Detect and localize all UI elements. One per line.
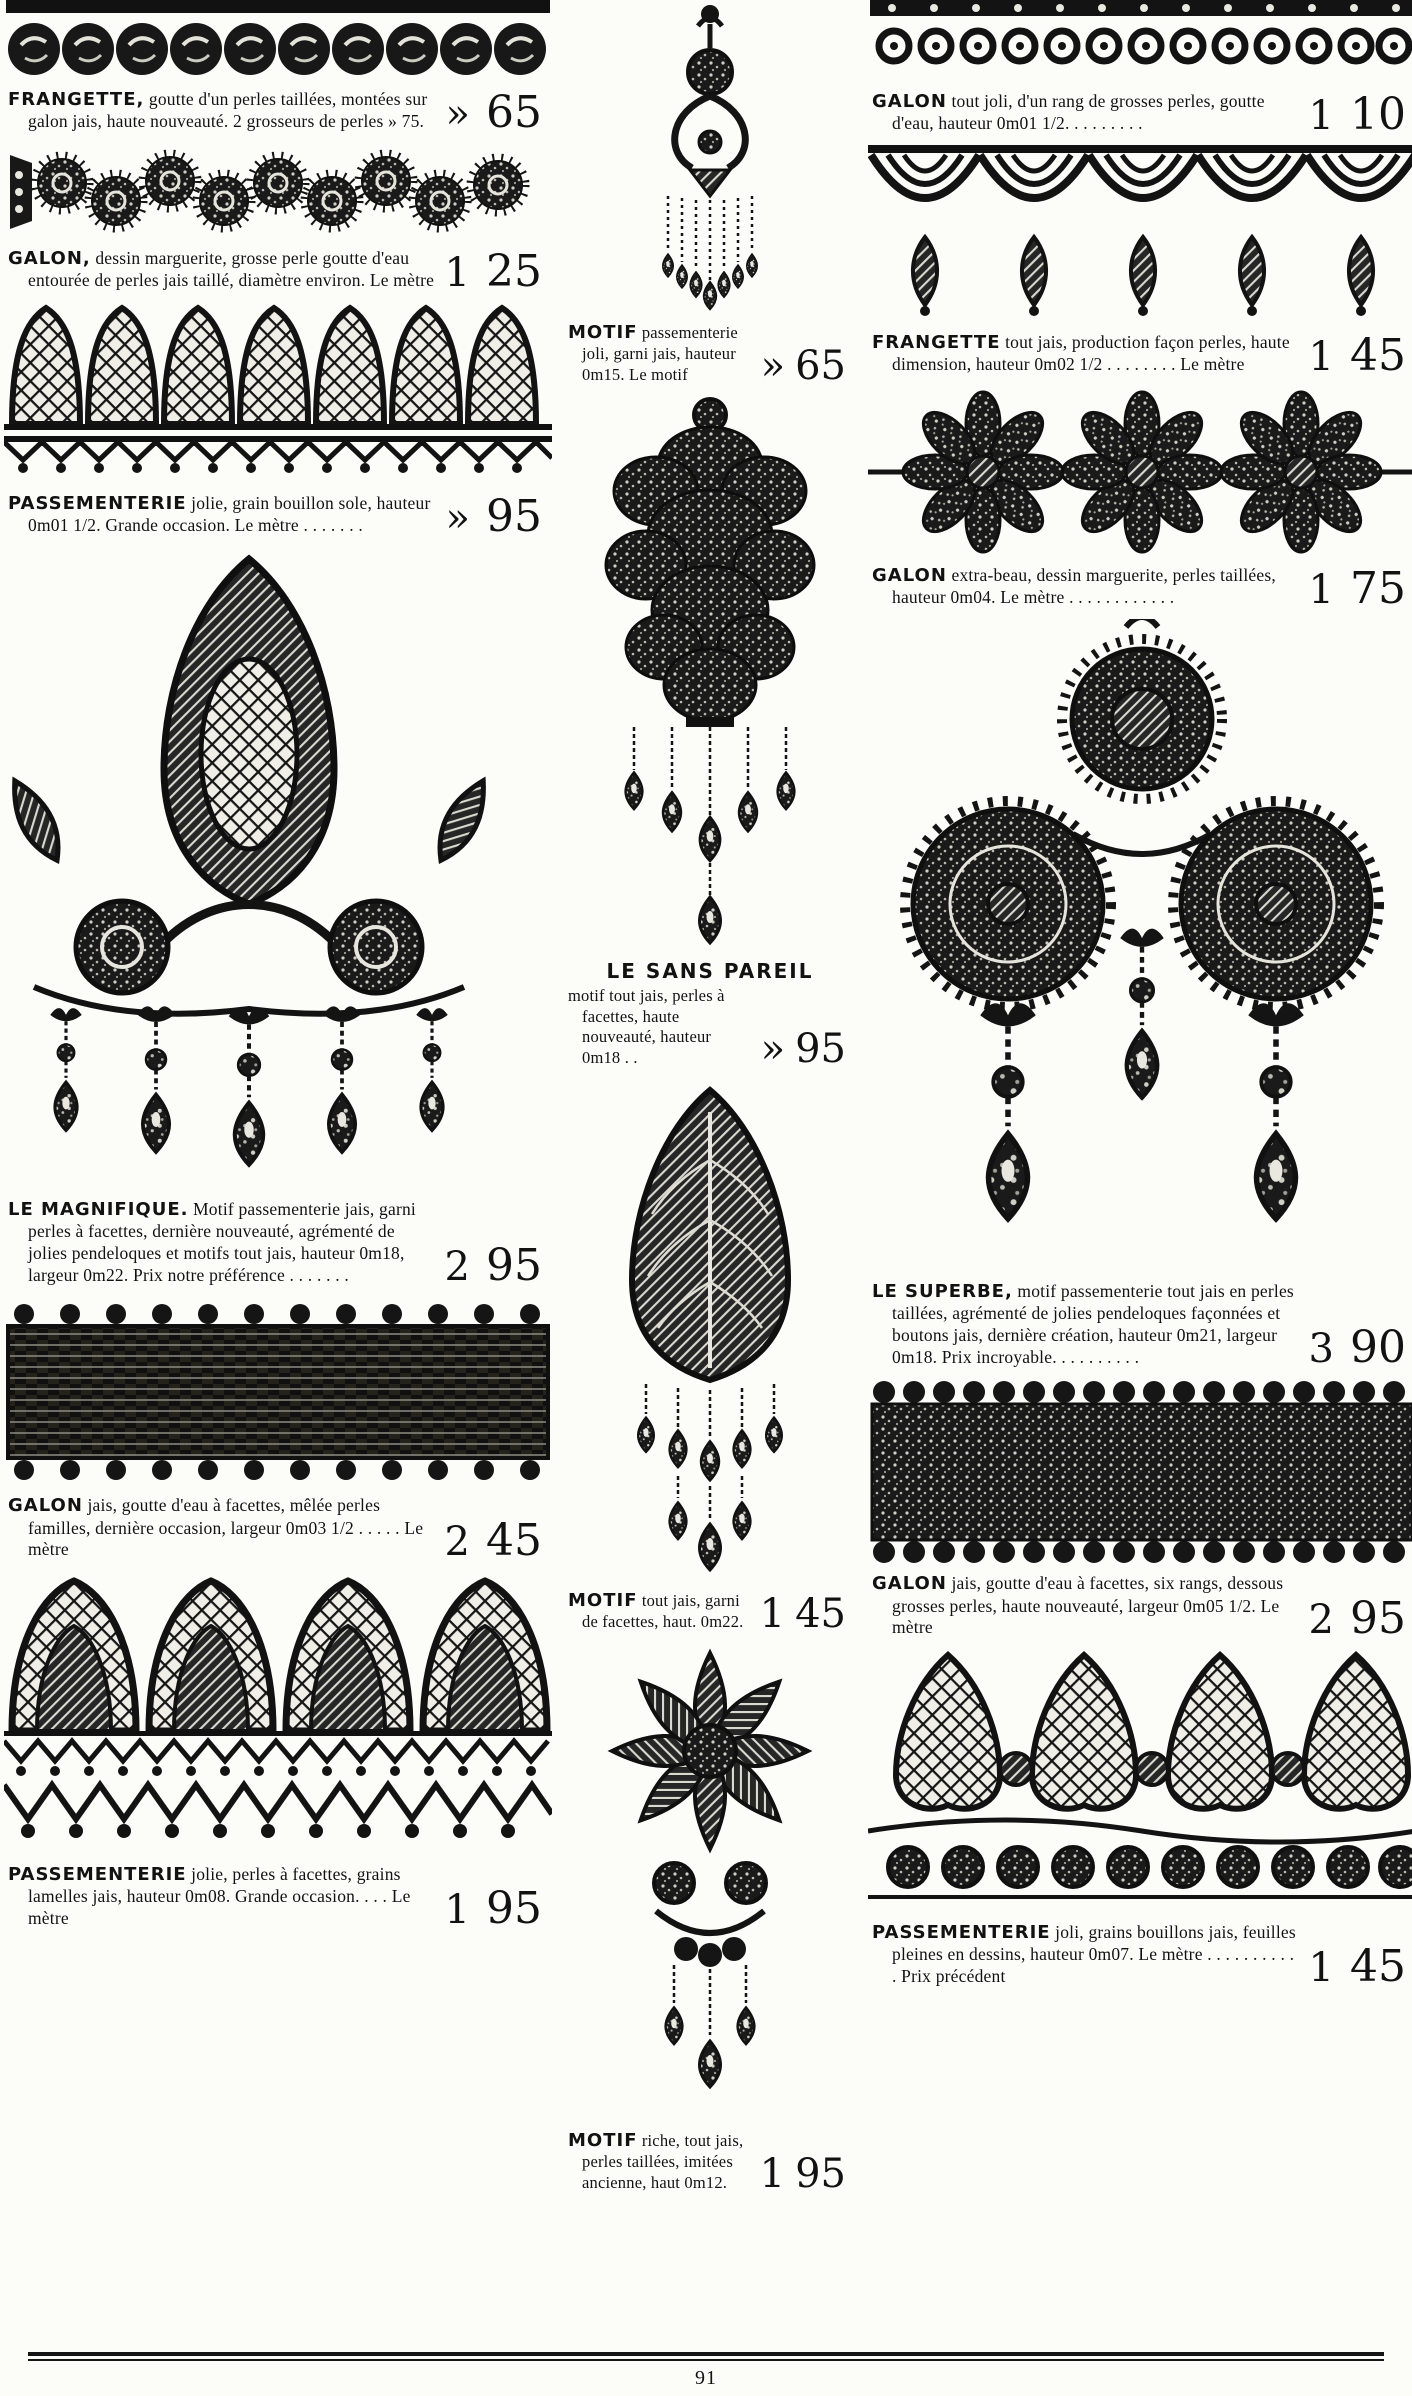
catalog-item: [564, 0, 856, 395]
catalog-item: [4, 143, 552, 302]
item-text: [8, 248, 437, 292]
price-francs: »: [445, 494, 470, 541]
item-price: [445, 86, 548, 138]
scallop-drop-frangette-illustration: [868, 145, 1412, 325]
small-pendant-motif-illustration: [564, 0, 856, 315]
price-francs: 1: [444, 249, 470, 296]
catalog-item: [4, 1296, 552, 1571]
catalog-item: [4, 547, 552, 1296]
price-centimes: 45: [795, 1590, 846, 1637]
item-description: extra-beau, dessin marguerite, perles taillées, hauteur 0m04. Le mètre . . . . . . . . . . . .: [892, 565, 1276, 608]
item-entry: [564, 950, 856, 1078]
item-entry: [4, 1488, 552, 1571]
price-centimes: 65: [795, 343, 846, 390]
item-text: [568, 322, 753, 385]
item-name: LE SUPERBE,: [872, 1281, 1013, 1302]
item-entry: [868, 84, 1412, 145]
page-number: 91: [695, 2367, 717, 2389]
price-francs: 1: [759, 2151, 786, 2198]
item-name: GALON: [872, 565, 947, 586]
item-price: [444, 245, 548, 297]
rosette-galon-band-illustration: [4, 143, 552, 241]
item-text: [8, 1199, 437, 1286]
item-text: [872, 1281, 1301, 1368]
price-centimes: 65: [486, 86, 542, 138]
item-name: GALON: [872, 1573, 947, 1595]
triple-rosette-galon-illustration: [868, 386, 1412, 558]
item-description: motif passementerie tout jais en perles taillées, agrémenté de jolies pendeloques façonnées et boutons jais, dernière création, hauteur 0m21, largeur 0m18. Prix incroyable. . . . . . . . . .: [892, 1281, 1294, 1367]
item-description: tout joli, d'un rang de grosses perles, goutte d'eau, hauteur 0m01 1/2. . . . . . . . .: [892, 91, 1265, 134]
item-text: [568, 2130, 752, 2193]
price-centimes: 45: [1350, 1941, 1406, 1993]
item-price: [1308, 562, 1412, 614]
catalog-item: [4, 0, 552, 143]
price-francs: »: [760, 1026, 786, 1073]
right-column: [868, 0, 1412, 2203]
catalog-item: [868, 619, 1412, 1378]
item-description: tout jais, production façon perles, haute dimension, hauteur 0m02 1/2 . . . . . . . . Le mètre: [892, 332, 1290, 375]
item-description: passementerie joli, garni jais, hauteur 0m15. Le motif: [582, 323, 738, 384]
page-footer: [0, 2352, 1412, 2390]
left-column: [4, 0, 552, 2203]
arched-lace-crown-trim-illustration: [4, 1571, 552, 1857]
looped-bead-edging-illustration: [868, 0, 1412, 84]
le-magnifique-tassel-motif-illustration: [4, 547, 552, 1192]
price-francs: 2: [1308, 1596, 1334, 1643]
item-text: [8, 89, 438, 133]
item-entry: [868, 1915, 1412, 1998]
beaded-circle-trim-illustration: [4, 0, 552, 82]
item-text: [8, 1864, 437, 1930]
item-entry: [564, 2123, 856, 2203]
price-centimes: 95: [486, 1239, 542, 1291]
item-name: PASSEMENTERIE: [872, 1922, 1051, 1944]
price-centimes: 10: [1350, 88, 1406, 140]
item-entry: [868, 1566, 1412, 1649]
lattice-point-crown-trim-illustration: [4, 302, 552, 486]
price-francs: 1: [1308, 333, 1334, 380]
item-text: [872, 332, 1301, 376]
pointed-leaf-galon-illustration: [868, 1649, 1412, 1915]
item-text: [872, 565, 1301, 609]
item-price: [759, 2151, 852, 2198]
grand-pendant-motif-illustration: [564, 395, 856, 950]
item-description: dessin marguerite, grosse perle goutte d'eau entourée de perles jais taillé, diamètre environ. Le mètre: [28, 248, 435, 291]
le-superbe-medallion-motif-illustration: [868, 619, 1412, 1274]
item-name: PASSEMENTERIE: [8, 1864, 187, 1886]
price-francs: 3: [1308, 1325, 1334, 1372]
price-francs: 1: [759, 1590, 786, 1637]
item-description: jais, goutte d'eau à facettes, mêlée perles familles, dernière occasion, largeur 0m03 1/2 . . . . . Le mètre: [28, 1495, 424, 1560]
catalog-item: [868, 145, 1412, 386]
woven-jet-band-illustration: [4, 1296, 552, 1488]
item-entry: [868, 558, 1412, 619]
jet-textured-band-illustration: [868, 1378, 1412, 1566]
item-entry: [4, 241, 552, 302]
item-description: Motif passementerie jais, garni perles à facettes, dernière nouveauté, agrémenté de jolies pendeloques et motifs tout jais, hauteur 0m18, largeur 0m22. Prix notre préférence . . . . . . .: [28, 1199, 416, 1285]
middle-column: [564, 0, 856, 2203]
price-francs: 1: [1308, 566, 1334, 613]
item-name: MOTIF: [568, 2129, 638, 2151]
item-description: goutte d'un perles taillées, montées sur galon jais, haute nouveauté. 2 grosseurs de perles » 75.: [28, 89, 428, 132]
item-price: [1308, 1941, 1412, 1993]
item-name: LE SANS PAREIL: [606, 959, 814, 984]
catalog-item: [868, 1378, 1412, 1649]
price-centimes: 25: [486, 245, 542, 297]
price-francs: 1: [1308, 1945, 1334, 1992]
item-price: [760, 343, 852, 390]
item-entry: [4, 1192, 552, 1296]
price-centimes: 95: [1350, 1592, 1406, 1644]
item-entry: [4, 82, 552, 143]
item-price: [760, 1026, 852, 1073]
item-price: [444, 1514, 548, 1566]
price-francs: 2: [444, 1518, 470, 1565]
item-description: jolie, perles à facettes, grains lamelles jais, hauteur 0m08. Grande occasion. . . . Le mètre: [28, 1864, 411, 1929]
catalog-item: [4, 302, 552, 547]
catalog-item: [564, 1643, 856, 2203]
item-entry: [4, 1857, 552, 1940]
item-name: MOTIF: [568, 1590, 638, 1612]
item-description: tout jais, garni de facettes, haut. 0m22.: [582, 1591, 744, 1632]
catalog-item: [4, 1571, 552, 1940]
item-description: joli, grains bouillons jais, feuilles pleines en dessins, hauteur 0m07. Le mètre . . . . . . . . . . . Prix précédent: [892, 1922, 1296, 1987]
price-centimes: 45: [1350, 329, 1406, 381]
catalog-item: [868, 0, 1412, 145]
item-name: FRANGETTE: [872, 332, 1001, 353]
item-text: [872, 1922, 1301, 1988]
item-price: [1308, 88, 1412, 140]
catalog-item: [564, 1078, 856, 1643]
item-description: jais, goutte d'eau à facettes, six rangs, dessous grosses perles, haute nouveauté, largeur 0m05 1/2. Le mètre: [892, 1573, 1284, 1638]
item-entry: [868, 1274, 1412, 1378]
star-drop-motif-illustration: [564, 1643, 856, 2123]
item-price: [1308, 329, 1412, 381]
item-price: [1308, 1592, 1412, 1644]
item-entry: [868, 325, 1412, 386]
item-name: GALON,: [8, 248, 91, 269]
item-entry: [564, 315, 856, 395]
item-price: [444, 1883, 548, 1935]
item-description: riche, tout jais, perles taillées, imitées ancienne, haut 0m12.: [582, 2130, 744, 2192]
leaf-drop-pendant-motif-illustration: [564, 1078, 856, 1583]
price-francs: 1: [1308, 92, 1334, 139]
item-description: jolie, grain bouillon sole, hauteur 0m01 1/2. Grande occasion. Le mètre . . . . . . .: [28, 493, 431, 536]
item-text: [8, 493, 438, 537]
item-name: FRANGETTE,: [8, 89, 145, 110]
item-name: MOTIF: [568, 322, 638, 343]
item-text: [872, 91, 1301, 135]
price-francs: 2: [444, 1243, 470, 1290]
price-francs: »: [445, 90, 470, 137]
item-price: [444, 1239, 548, 1291]
price-francs: »: [760, 343, 786, 390]
item-text: [568, 986, 753, 1068]
item-name: LE MAGNIFIQUE.: [8, 1199, 189, 1220]
catalog-item: [868, 386, 1412, 619]
price-centimes: 95: [795, 1026, 846, 1073]
catalog-item: [564, 395, 856, 1078]
item-price: [1308, 1321, 1412, 1373]
item-name: GALON: [872, 91, 947, 112]
item-price: [759, 1590, 852, 1637]
item-text: [8, 1495, 437, 1561]
item-text: [872, 1573, 1301, 1639]
price-centimes: 95: [486, 490, 542, 542]
footer-rule: [28, 2352, 1384, 2361]
price-centimes: 95: [795, 2151, 846, 2198]
price-centimes: 90: [1350, 1321, 1406, 1373]
price-francs: 1: [444, 1887, 470, 1934]
item-description: motif tout jais, perles à facettes, haute nouveauté, hauteur 0m18 . .: [568, 986, 725, 1067]
item-price: [445, 490, 548, 542]
price-centimes: 95: [486, 1883, 542, 1935]
item-name: PASSEMENTERIE: [8, 493, 187, 514]
item-entry: [4, 486, 552, 547]
item-entry: [564, 1583, 856, 1643]
item-text: [568, 1590, 752, 1633]
price-centimes: 45: [486, 1514, 542, 1566]
price-centimes: 75: [1350, 562, 1406, 614]
catalog-item: [868, 1649, 1412, 1998]
item-name: GALON: [8, 1495, 83, 1517]
